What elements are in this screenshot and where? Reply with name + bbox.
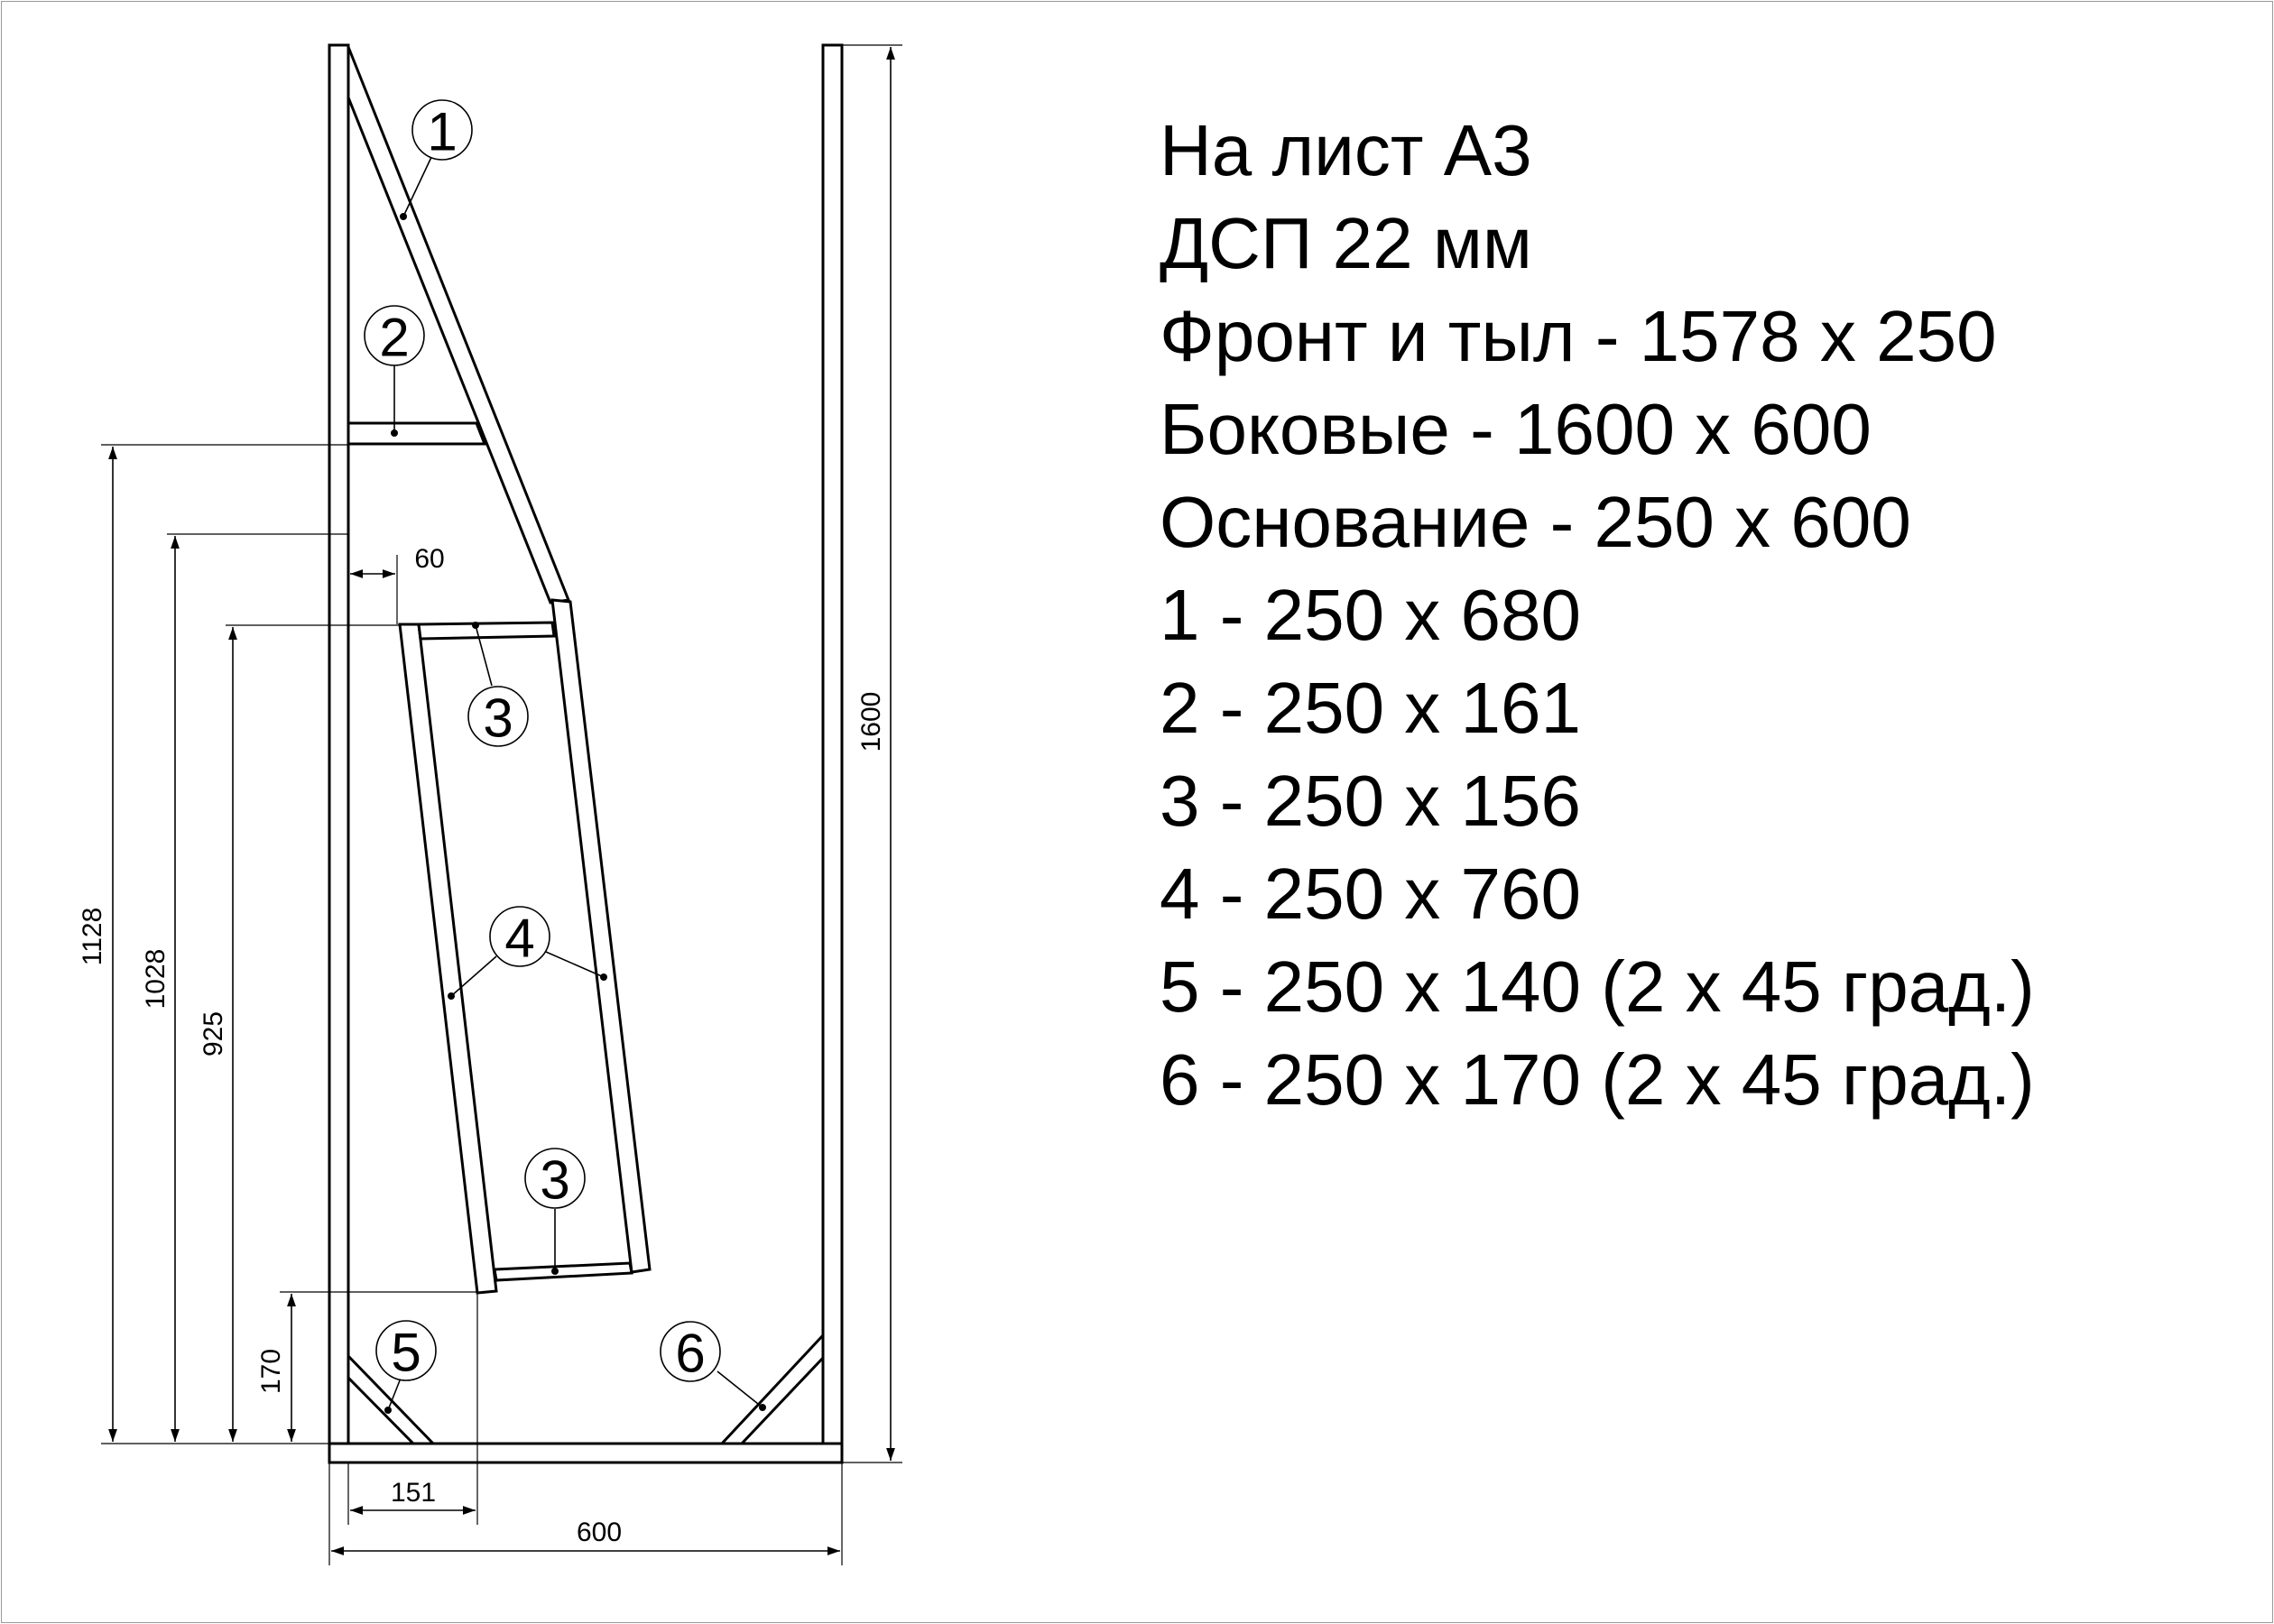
spec-part-5: 5 - 250 х 140 (2 х 45 град.) [1160,946,2035,1027]
left-wall-panel [329,45,348,1444]
dim-text-925: 925 [199,1010,228,1057]
dot-part-4-left [448,992,455,1000]
part-3-top-panel [419,623,554,639]
dim-text-1600: 1600 [856,691,886,752]
part-1-label: 1 [427,101,458,162]
part-2-panel [348,423,485,444]
dim-text-151: 151 [390,1478,437,1508]
spec-part-4: 4 - 250 х 760 [1160,854,1581,934]
dot-part-3-top [472,622,479,629]
spec-base: Основание - 250 х 600 [1160,482,1911,562]
part-5-label: 5 [391,1322,421,1383]
part-3-bottom-label: 3 [540,1149,570,1211]
specification-list [1160,104,2035,1126]
dim-text-170: 170 [256,1348,286,1395]
dot-part-4-right [600,973,607,981]
spec-material: ДСП 22 мм [1160,203,1532,283]
right-wall-panel [823,45,842,1444]
dim-text-1028: 1028 [141,948,171,1010]
spec-sides: Боковые - 1600 х 600 [1160,389,1872,469]
base-panel [329,1444,842,1463]
dot-part-1 [400,213,407,220]
spec-part-3: 3 - 250 х 156 [1160,761,1581,841]
dot-part-5 [384,1407,392,1414]
leader-part-1 [403,153,433,217]
spec-part-1: 1 - 250 х 680 [1160,575,1581,655]
part-3-top-label: 3 [483,687,513,749]
spec-part-2: 2 - 250 х 161 [1160,668,1581,748]
part-3-bottom-panel [495,1263,632,1280]
spec-part-6: 6 - 250 х 170 (2 х 45 град.) [1160,1039,2035,1120]
dim-text-600: 600 [576,1518,623,1547]
dim-text-1128: 1128 [78,907,107,966]
leader-part-6 [717,1371,763,1407]
dot-part-3-bottom [551,1268,559,1275]
dim-text-60: 60 [414,544,445,574]
spec-sheet-format: На лист А3 [1160,110,1532,190]
part-6-label: 6 [675,1323,706,1384]
dot-part-6 [759,1404,766,1411]
dot-part-2 [391,429,398,437]
part-6-panel [722,1335,823,1444]
part-4-label: 4 [504,908,535,969]
part-2-label: 2 [379,307,410,368]
spec-front-back: Фронт и тыл - 1578 х 250 [1160,296,1997,376]
